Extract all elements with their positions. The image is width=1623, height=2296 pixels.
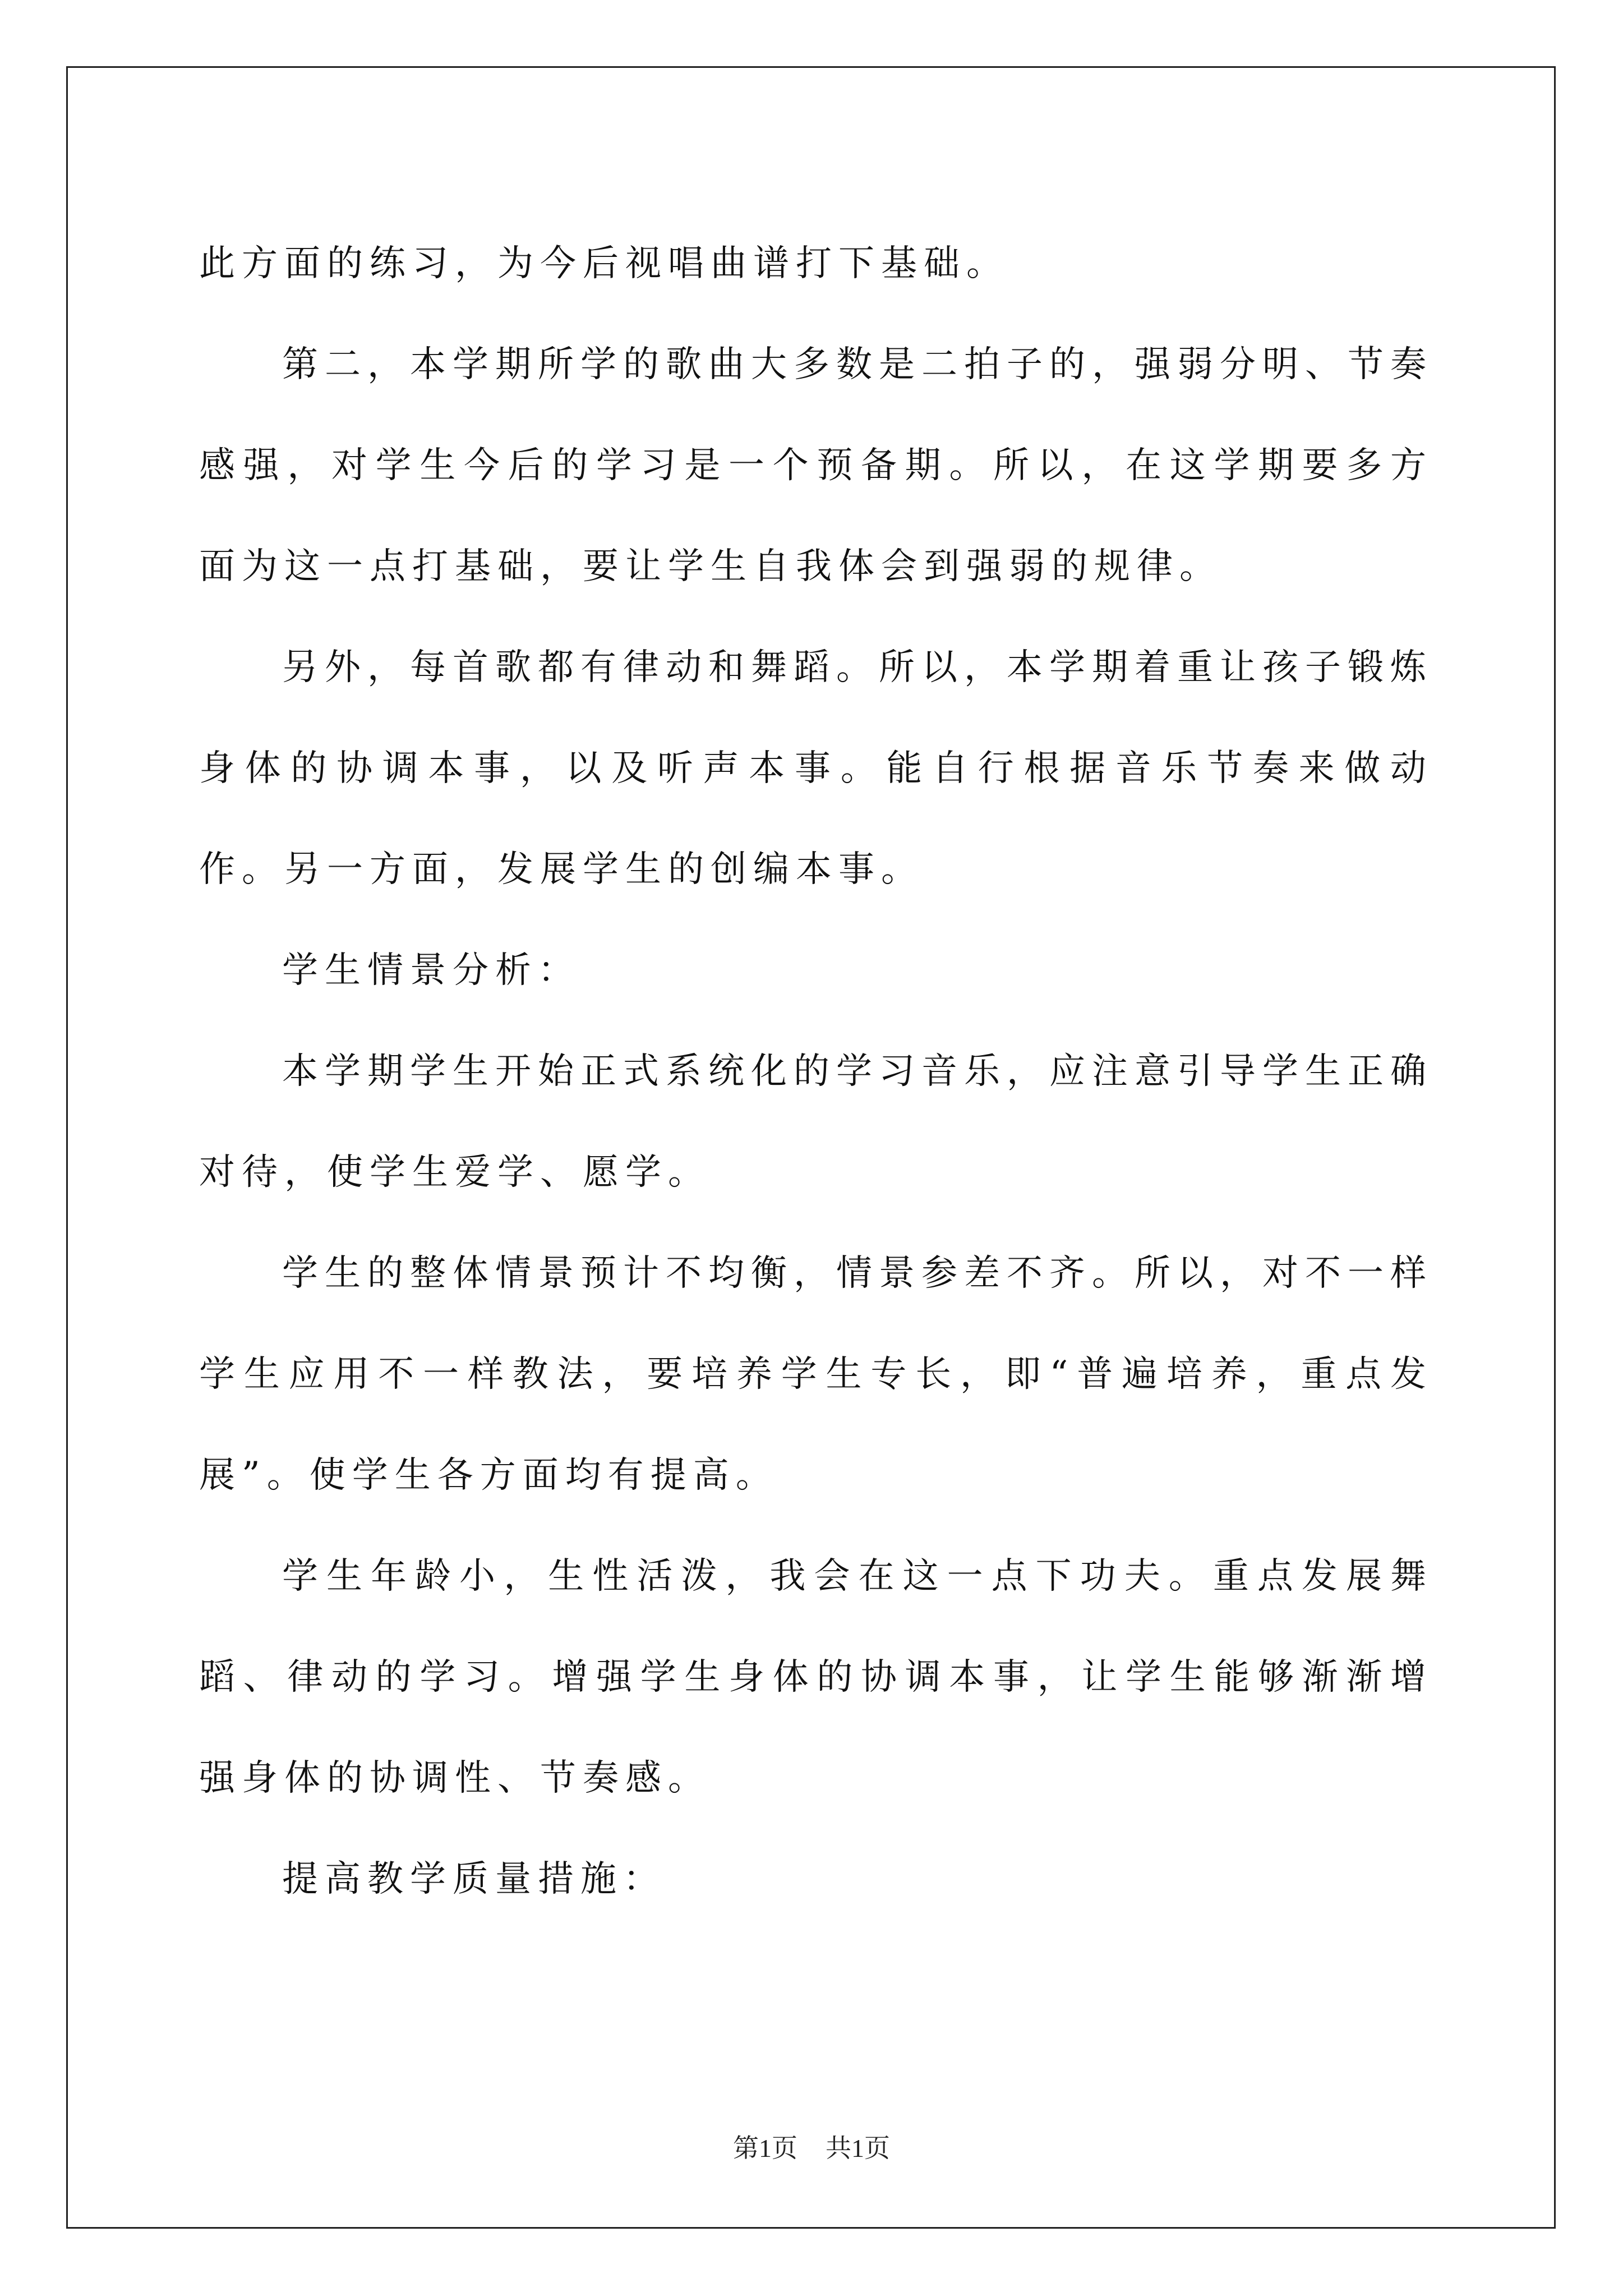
paragraph-1: 此方面的练习，为今后视唱曲谱打下基础。 [199,243,1009,284]
paragraph-6: 学生的整体情景预计不均衡，情景参差不齐。所以，对不一样学生应用不一样教法，要培养学生专长，即“普遍培养，重点发展”。使学生各方面均有提高。 [199,1253,1433,1496]
paragraph-5: 本学期学生开始正式系统化的学习音乐，应注意引导学生正确对待，使学生爱学、愿学。 [199,1051,1433,1193]
paragraph-2: 第二，本学期所学的歌曲大多数是二拍子的，强弱分明、节奏感强，对学生今后的学习是一个预备期。所以，在这学期要多方面为这一点打基础，要让学生自我体会到强弱的规律。 [199,344,1433,587]
section-heading-quality-measures: 提高教学质量措施： [282,1858,666,1900]
page-total: 共1页 [826,2134,890,2162]
paragraph-3: 另外，每首歌都有律动和舞蹈。所以，本学期着重让孩子锻炼身体的协调本事，以及听声本事。能自行根据音乐节奏来做动作。另一方面，发展学生的创编本事。 [199,647,1433,890]
page-number: 第1页 [733,2134,797,2162]
section-heading-student-analysis: 学生情景分析： [282,950,580,991]
page-footer [0,2132,1623,2165]
document-body [199,213,1433,1930]
paragraph-7: 学生年龄小，生性活泼，我会在这一点下功夫。重点发展舞蹈、律动的学习。增强学生身体的协调本事，让学生能够渐渐增强身体的协调性、节奏感。 [199,1556,1433,1799]
